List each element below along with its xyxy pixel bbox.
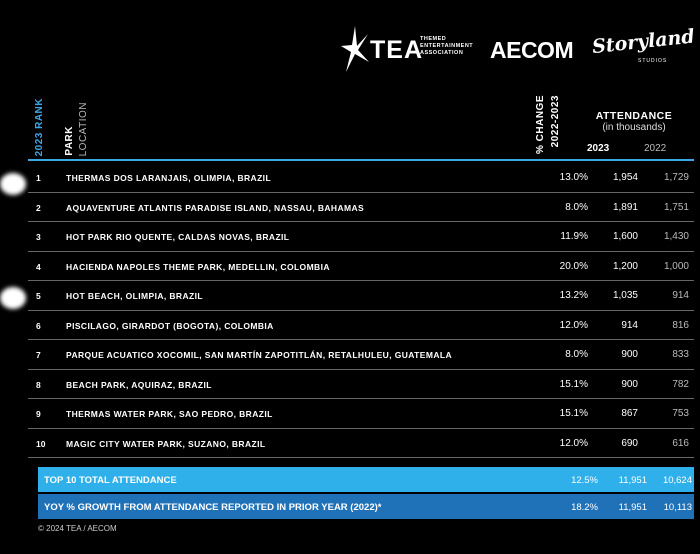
scan-hole-mark <box>0 287 26 309</box>
park-header: PARK <box>64 126 75 156</box>
column-headers-left <box>28 96 90 156</box>
header-divider <box>28 159 694 161</box>
starburst-icon <box>340 24 370 74</box>
tea-wordmark: TEA <box>370 36 423 64</box>
table-row: 7 PARQUE ACUATICO XOCOMIL, SAN MARTÍN ZAPOTITLÁN, RETALHULEU, GUATEMALA 8.0% 900 833 <box>28 340 694 370</box>
table-row: 4 HACIENDA NAPOLES THEME PARK, MEDELLIN, COLOMBIA 20.0% 1,200 1,000 <box>28 252 694 282</box>
aecom-logo: AECOM <box>490 37 574 63</box>
copyright-note: © 2024 TEA / AECOM <box>38 524 117 533</box>
yoy-growth-row: YOY % GROWTH FROM ATTENDANCE REPORTED IN PRIOR YEAR (2022)* 18.2% 11,951 10,113 <box>38 494 694 519</box>
year-2022-header: 2022 <box>644 143 667 154</box>
table-row: 5 HOT BEACH, OLIMPIA, BRAZIL 13.2% 1,035 914 <box>28 281 694 311</box>
scan-hole-mark <box>0 173 26 195</box>
year-2023-header: 2023 <box>587 143 610 154</box>
table-row: 6 PISCILAGO, GIRARDOT (BOGOTA), COLOMBIA 12.0% 914 816 <box>28 311 694 341</box>
table-row: 10 MAGIC CITY WATER PARK, SUZANO, BRAZIL 12.0% 690 616 <box>28 429 694 459</box>
logo-bar <box>340 22 696 78</box>
table-row: 8 BEACH PARK, AQUIRAZ, BRAZIL 15.1% 900 782 <box>28 370 694 400</box>
attendance-header: ATTENDANCE (in thousands) <box>595 110 673 133</box>
rank-header: 2023 RANK <box>34 97 45 156</box>
tea-logo <box>340 22 474 78</box>
change-header: % CHANGE <box>535 95 546 155</box>
table-row: 1 THERMAS DOS LARANJAIS, OLIMPIA, BRAZIL 13.0% 1,954 1,729 <box>28 163 694 193</box>
storyland-logo: Storyland STUDIOS <box>591 25 696 64</box>
tea-subtitle: THEMED ENTERTAINMENT ASSOCIATION <box>420 36 474 56</box>
table-row: 3 HOT PARK RIO QUENTE, CALDAS NOVAS, BRAZIL 11.9% 1,600 1,430 <box>28 222 694 252</box>
table-row: 9 THERMAS WATER PARK, SAO PEDRO, BRAZIL 15.1% 867 753 <box>28 399 694 429</box>
table-row: 2 AQUAVENTURE ATLANTIS PARADISE ISLAND, NASSAU, BAHAMAS 8.0% 1,891 1,751 <box>28 193 694 223</box>
total-attendance-row: TOP 10 TOTAL ATTENDANCE 12.5% 11,951 10,624 <box>38 467 694 492</box>
ranking-table <box>28 163 694 458</box>
change-years-header: 2022-2023 <box>550 95 561 148</box>
location-header: LOCATION <box>78 101 89 156</box>
